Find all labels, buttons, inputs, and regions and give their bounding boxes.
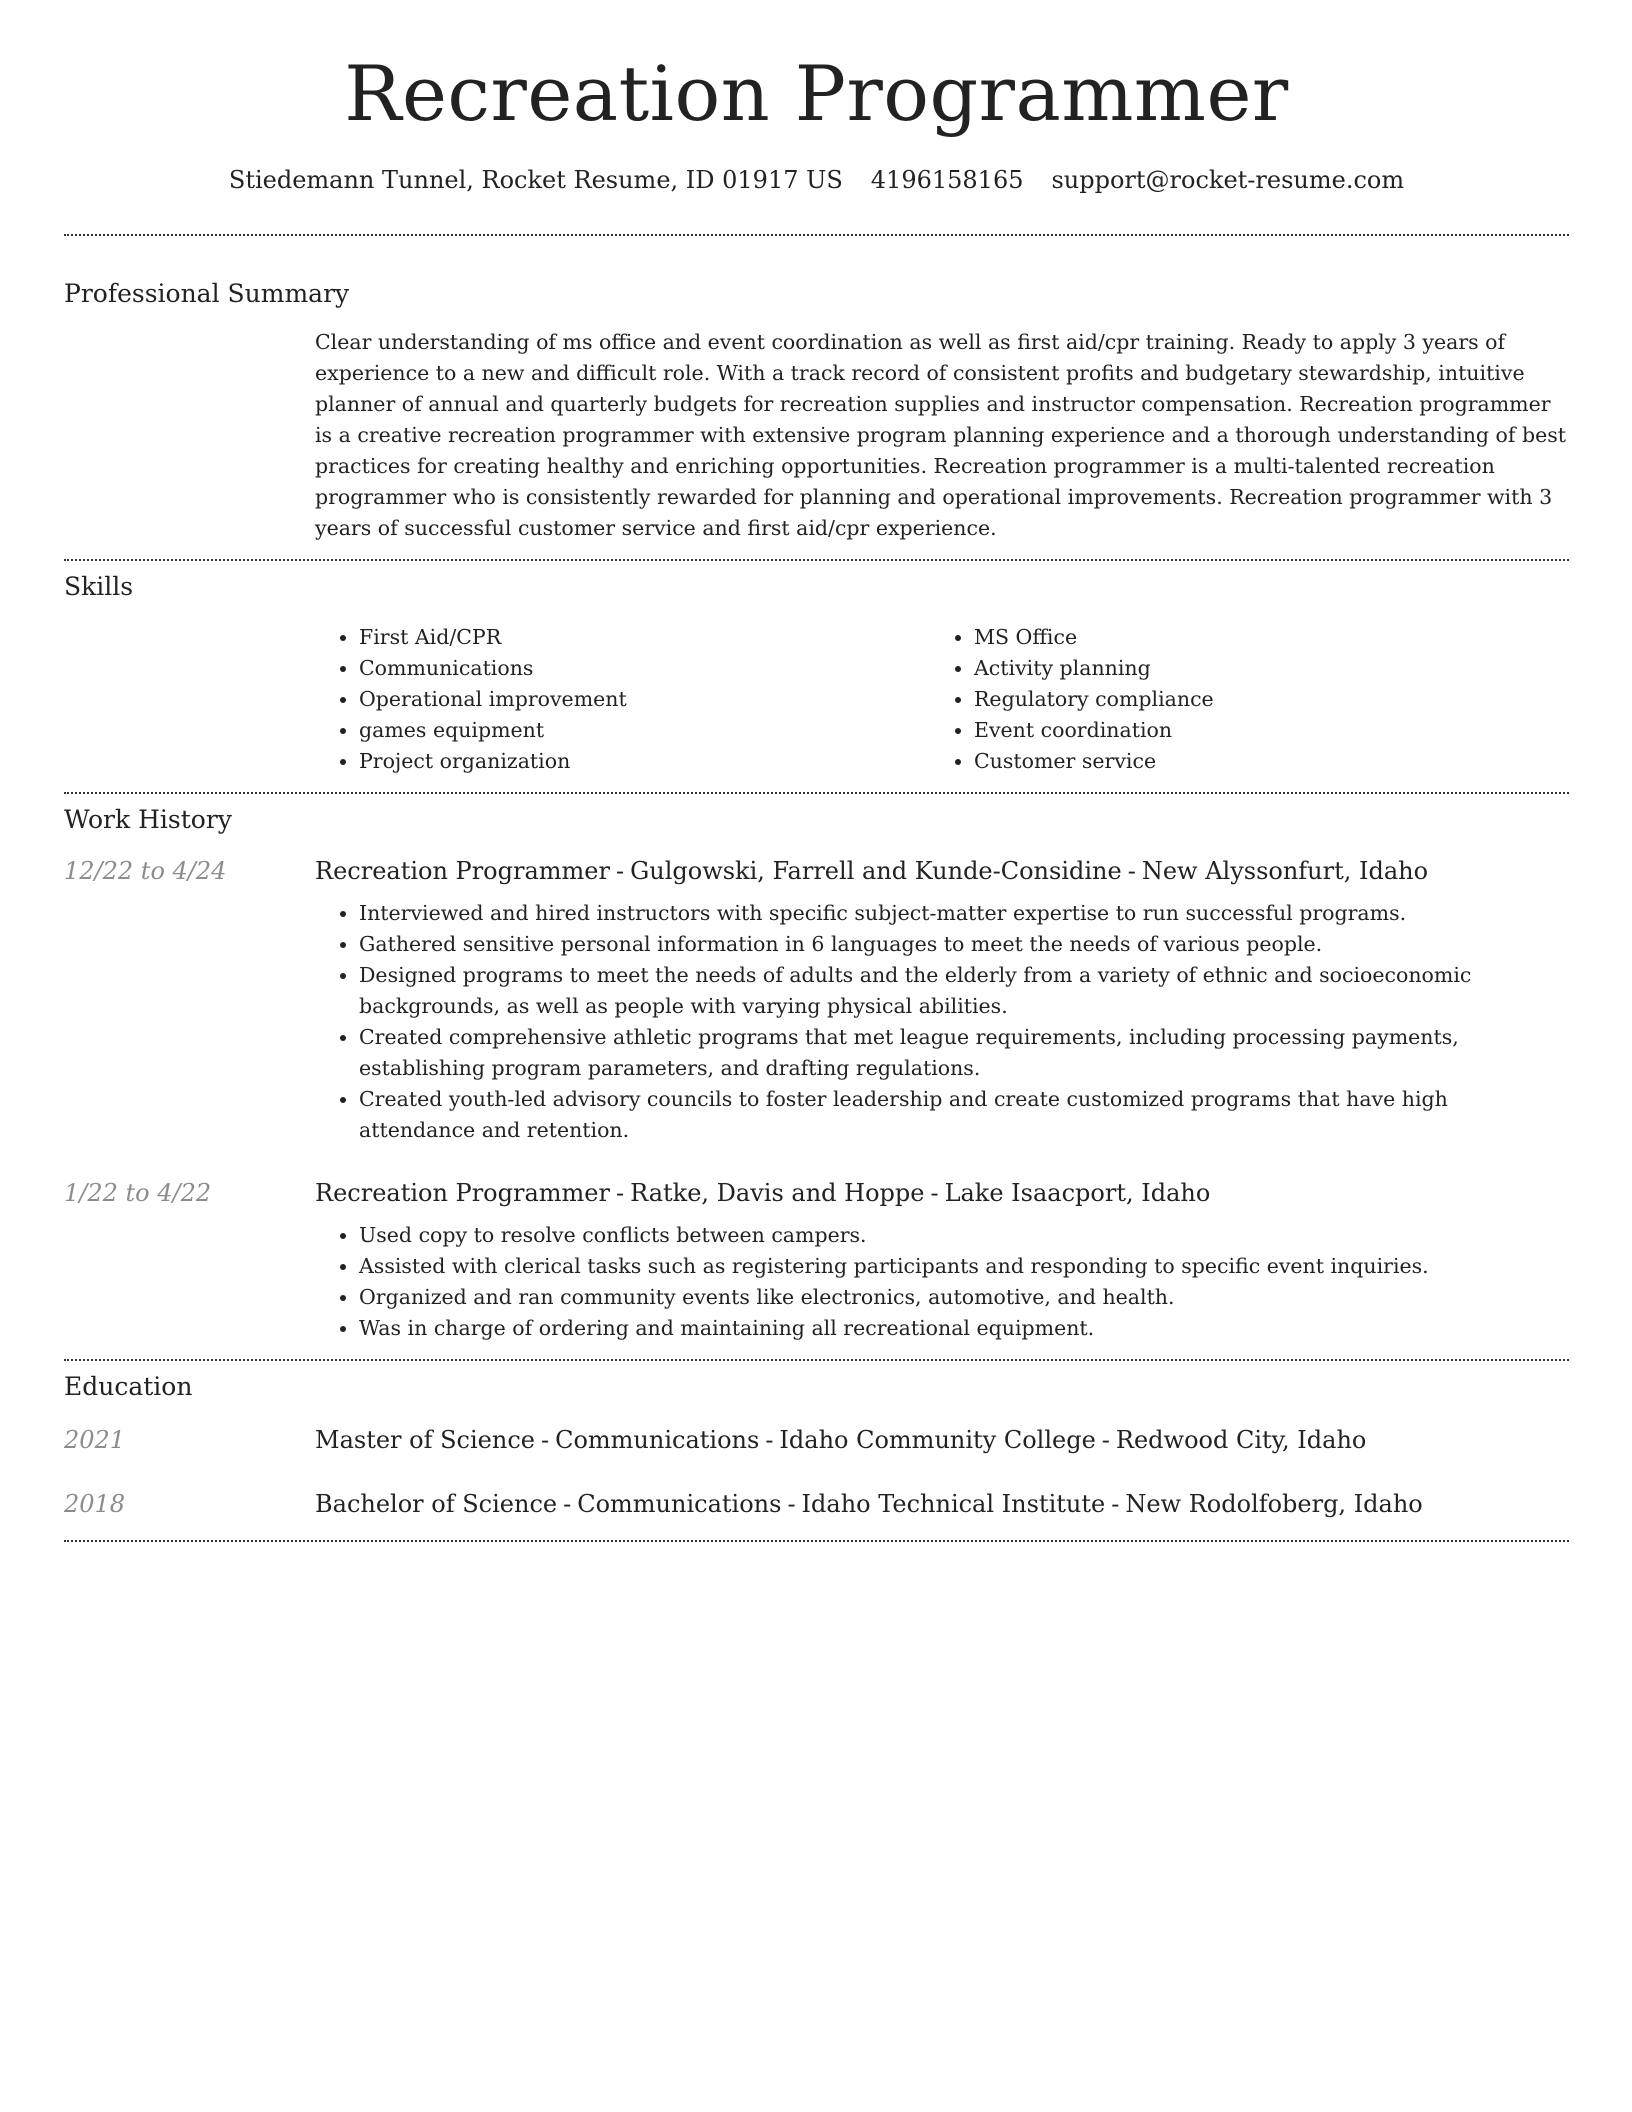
education-field: Communications	[577, 1490, 782, 1518]
job-location: Lake Isaacport, Idaho	[944, 1179, 1211, 1207]
skill-item: • Activity planning	[974, 653, 1545, 684]
skills-list-left	[315, 622, 930, 777]
resume-page	[64, 0, 1569, 1542]
skill-item: • games equipment	[359, 715, 930, 746]
section-title-education: Education	[64, 1372, 193, 1401]
education-school: Idaho Community College	[779, 1426, 1096, 1454]
contact-address: Stiedemann Tunnel, Rocket Resume, ID 01917 US	[228, 166, 843, 194]
job-bullet: • Interviewed and hired instructors with specific subject-matter expertise to run successful programs.	[359, 898, 1569, 929]
summary-text: Clear understanding of ms office and event coordination as well as first aid/cpr training. Ready to apply 3 years of experience to a new and difficult role. With a track record of consistent profits and budgetary stewardship, intuitive planner of annual and quarterly budgets for recreation supplies and instructor compensation. Recreation programmer is a creative recreation programmer with extensive program planning experience and a thorough understanding of best practices for creating healthy and enriching opportunities. Recreation programmer is a multi-talented recreation programmer who is consistently rewarded for planning and operational improvements. Recreation programmer with 3 years of successful customer service and first aid/cpr experience.	[315, 330, 1567, 540]
job-entry	[64, 1179, 1569, 1344]
skill-item: • MS Office	[974, 622, 1545, 653]
job-bullet: • Gathered sensitive personal information in 6 languages to meet the needs of various people.	[359, 929, 1569, 960]
contact-email: support@rocket-resume.com	[1051, 166, 1405, 194]
skill-item: • First Aid/CPR	[359, 622, 930, 653]
skills-section	[64, 572, 1569, 777]
job-bullet: • Was in charge of ordering and maintaining all recreational equipment.	[359, 1313, 1569, 1344]
education-school: Idaho Technical Institute	[801, 1490, 1106, 1518]
education-location: New Rodolfoberg, Idaho	[1125, 1490, 1423, 1518]
job-bullet: • Assisted with clerical tasks such as registering participants and responding to specific event inquiries.	[359, 1251, 1569, 1282]
job-bullet: • Used copy to resolve conflicts between campers.	[359, 1220, 1569, 1251]
education-entry	[64, 1426, 1569, 1454]
divider	[64, 1359, 1569, 1361]
skill-item: • Regulatory compliance	[974, 684, 1545, 715]
skill-item: • Event coordination	[974, 715, 1545, 746]
candidate-name: Recreation Programmer	[344, 49, 1289, 138]
skill-item: • Communications	[359, 653, 930, 684]
job-company: Gulgowski, Farrell and Kunde-Considine	[630, 857, 1122, 885]
job-role: Recreation Programmer	[315, 857, 610, 885]
section-title-skills: Skills	[64, 572, 134, 601]
job-company: Ratke, Davis and Hoppe	[630, 1179, 925, 1207]
divider	[64, 559, 1569, 561]
education-year: 2021	[64, 1426, 126, 1454]
skill-item: • Project organization	[359, 746, 930, 777]
education-heading: Bachelor of Science - Communications - Idaho Technical Institute - New Rodolfoberg, Idaho	[315, 1490, 1423, 1518]
section-title-work: Work History	[64, 805, 232, 834]
education-heading: Master of Science - Communications - Idaho Community College - Redwood City, Idaho	[315, 1426, 1367, 1454]
job-role: Recreation Programmer	[315, 1179, 610, 1207]
job-dates: 1/22 to 4/22	[64, 1179, 212, 1207]
summary-section	[64, 279, 1569, 544]
job-entry	[64, 857, 1569, 1146]
divider	[64, 792, 1569, 794]
job-bullet: • Designed programs to meet the needs of adults and the elderly from a variety of ethnic and socioeconomic backgrounds, as well as people with varying physical abilities.	[359, 960, 1569, 1022]
job-bullets	[315, 1220, 1569, 1344]
education-degree: Master of Science	[315, 1426, 535, 1454]
job-heading: Recreation Programmer - Ratke, Davis and Hoppe - Lake Isaacport, Idaho	[315, 1179, 1211, 1207]
education-location: Redwood City, Idaho	[1115, 1426, 1367, 1454]
job-heading: Recreation Programmer - Gulgowski, Farrell and Kunde-Considine - New Alyssonfurt, Idaho	[315, 857, 1429, 885]
education-year: 2018	[64, 1490, 126, 1518]
education-section	[64, 1372, 1569, 1518]
work-history-section	[64, 805, 1569, 1344]
skills-list-right	[930, 622, 1545, 777]
contact-phone: 4196158165	[870, 166, 1024, 194]
job-bullet: • Created youth-led advisory councils to foster leadership and create customized programs that have high attendance and retention.	[359, 1084, 1569, 1146]
contact-line	[64, 166, 1569, 194]
skill-item: • Operational improvement	[359, 684, 930, 715]
skill-item: • Customer service	[974, 746, 1545, 777]
job-bullet: • Organized and ran community events like electronics, automotive, and health.	[359, 1282, 1569, 1313]
job-bullets	[315, 898, 1569, 1146]
education-degree: Bachelor of Science	[315, 1490, 558, 1518]
job-dates: 12/22 to 4/24	[64, 857, 227, 885]
section-title-summary: Professional Summary	[64, 279, 350, 308]
job-location: New Alyssonfurt, Idaho	[1141, 857, 1429, 885]
job-bullet: • Created comprehensive athletic programs that met league requirements, including processing payments, establishing program parameters, and drafting regulations.	[359, 1022, 1569, 1084]
divider	[64, 234, 1569, 236]
education-field: Communications	[555, 1426, 760, 1454]
divider	[64, 1540, 1569, 1542]
education-entry	[64, 1490, 1569, 1518]
